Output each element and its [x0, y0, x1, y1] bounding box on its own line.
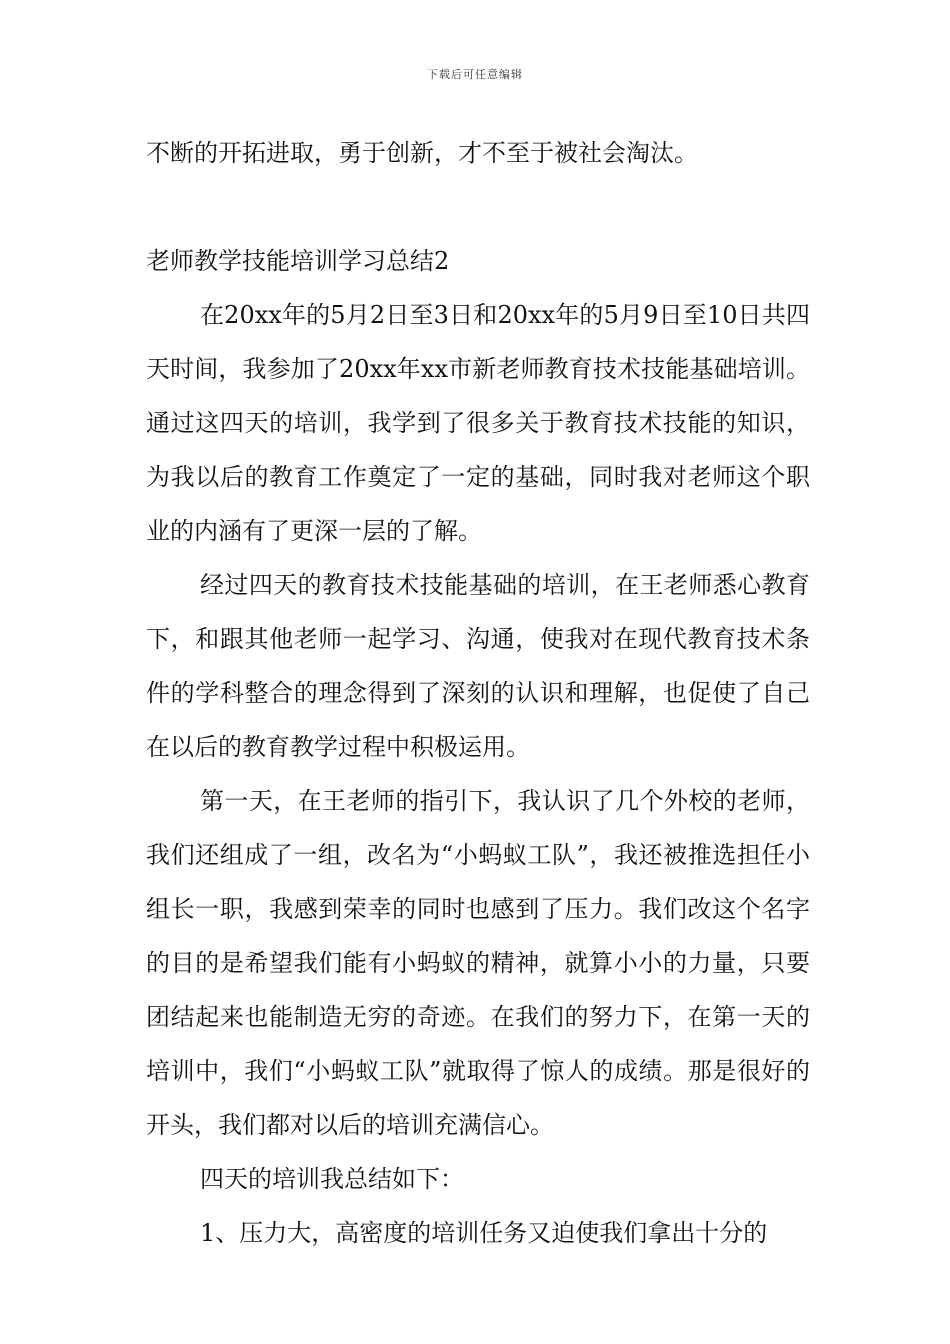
paragraph-4: 四天的培训我总结如下：: [200, 1165, 464, 1193]
paragraph-3: 第一天，在王老师的指引下，我认识了几个外校的老师，我们还组成了一组，改名为“小蚂蚁工队”，我还被推选担任小组长一职，我感到荣幸的同时也感到了压力。我们改这个名字的目的是希望我们能有小蚂蚁的精神，就算小小的力量，只要团结起来也能制造无穷的奇迹。在我们的努力下，在第一天的培训中，我们“小蚂蚁工队”就取得了惊人的成绩。那是很好的开头，我们都对以后的培训充满信心。: [146, 787, 810, 1139]
section-title: 老师教学技能培训学习总结2: [146, 247, 450, 275]
paragraph-continuation: 不断的开拓进取，勇于创新，才不至于被社会淘汰。: [146, 139, 698, 167]
page-header-note: 下载后可任意编辑: [427, 68, 523, 81]
paragraph-gap: [146, 180, 810, 234]
document-body: [146, 126, 810, 1260]
paragraph-5: 1、压力大，高密度的培训任务又迫使我们拿出十分的: [200, 1219, 768, 1247]
paragraph-2: 经过四天的教育技术技能基础的培训，在王老师悉心教育下，和跟其他老师一起学习、沟通，使我对在现代教育技术条件的学科整合的理念得到了深刻的认识和理解，也促使了自己在以后的教育教学过程中积极运用。: [146, 571, 810, 761]
paragraph-1: 在20xx年的5月2日至3日和20xx年的5月9日至10日共四天时间，我参加了20xx年xx市新老师教育技术技能基础培训。通过这四天的培训，我学到了很多关于教育技术技能的知识，为我以后的教育工作奠定了一定的基础，同时我对老师这个职业的内涵有了更深一层的了解。: [146, 301, 810, 545]
